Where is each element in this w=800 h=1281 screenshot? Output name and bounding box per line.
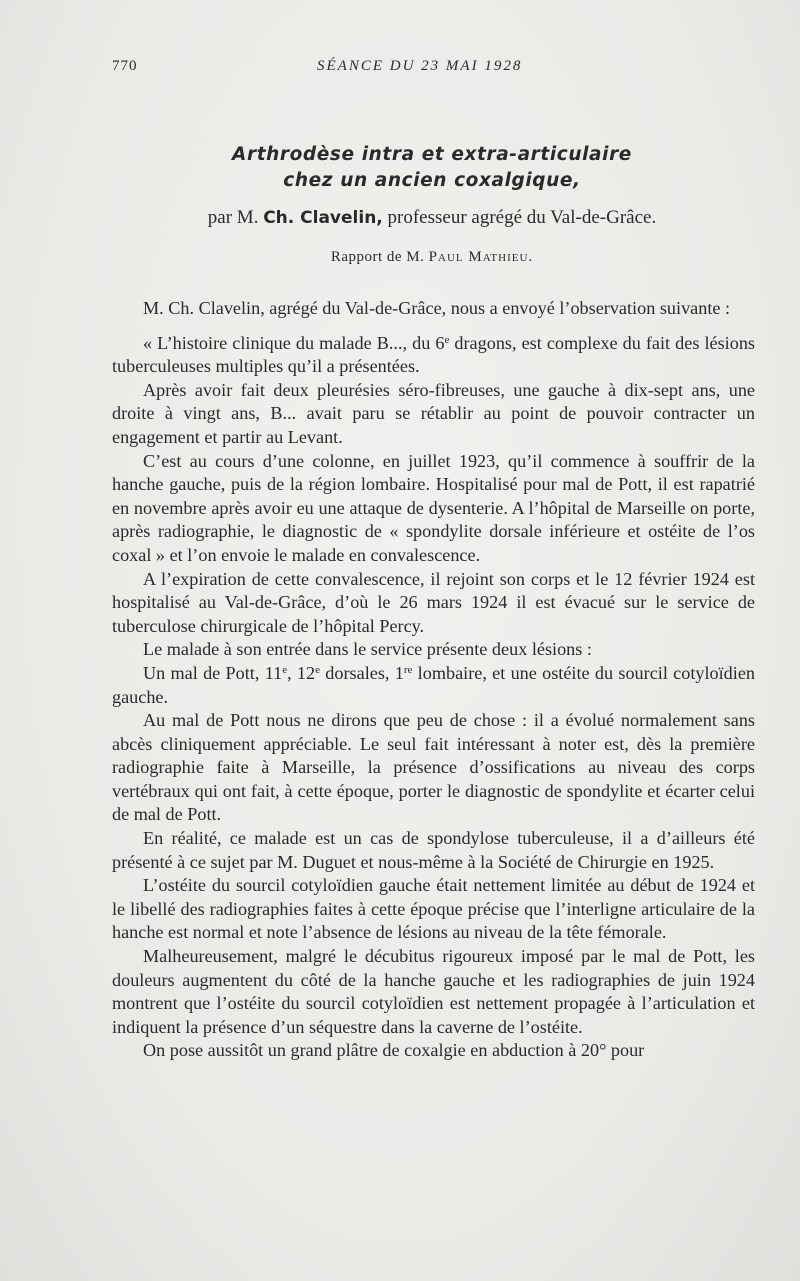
paragraph: Le malade à son entrée dans le service présente deux lésions :	[143, 639, 592, 660]
report-line	[112, 249, 752, 266]
paragraph: Au mal de Pott nous ne dirons que peu de chose : il a évolué normalement sans abcès cliniquement appréciable. Le seul fait intéressant à noter est, dès la première radiographie faite à Marseille, la présence d’ossifications au niveau des corps vertébraux qui ont fait, à cette époque, porter le diagnostic de spondylite et écarter celui de mal de Pott.	[112, 710, 755, 825]
ordinal-suffix: e	[315, 663, 321, 676]
article-title	[112, 142, 752, 194]
paragraph: « L’histoire clinique du malade B..., du 6e dragons, est complexe du fait des lésions tuberculeuses multiples qu’il a présentées.	[112, 332, 755, 377]
paragraph: On pose aussitôt un grand plâtre de coxalgie en abduction à 20° pour	[143, 1040, 645, 1061]
paragraph: Malheureusement, malgré le décubitus rigoureux imposé par le mal de Pott, les douleurs augmentent du côté de la hanche gauche et les radiographies de juin 1924 montrent que l’ostéite du sourcil cotyloïdien est nettement propagée à l’articulation et indiquent la présence d’un séquestre dans la caverne de l’ostéite.	[112, 946, 755, 1037]
article-title-line-1: Arthrodèse intra et extra-articulaire	[232, 144, 632, 165]
paragraph: L’ostéite du sourcil cotyloïdien gauche était nettement limitée au début de 1924 et le libellé des radiographies faites à cette époque précise que l’interligne articulaire de la hanche est normal et note l’absence de lésions au niveau de la tête fémorale.	[112, 875, 755, 943]
paragraph: C’est au cours d’une colonne, en juillet 1923, qu’il commence à souffrir de la hanche gauche, puis de la région lombaire. Hospitalisé pour mal de Pott, il est rapatrié en novembre après avoir eu une attaque de dysenterie. A l’hôpital de Marseille on porte, après radiographie, le diagnostic de « spondylite dorsale inférieure et ostéite de l’os coxal » et l’on envoie le malade en convalescence.	[112, 450, 755, 565]
reporter-name: Paul Mathieu.	[428, 249, 534, 265]
paragraph: En réalité, ce malade est un cas de spondylose tuberculeuse, il a d’ailleurs été présenté à ce sujet par M. Duguet et nous-même à la Société de Chirurgie en 1925.	[112, 828, 755, 872]
paragraph: A l’expiration de cette convalescence, il rejoint son corps et le 12 février 1924 est hospitalisé au Val-de-Grâce, d’où le 26 mars 1924 il est évacué sur le service de tuberculose chirurgicale de l’hôpital Percy.	[112, 568, 755, 636]
paragraph: Un mal de Pott, 11e, 12e dorsales, 1re lombaire, et une ostéite du sourcil cotyloïdien gauche.	[112, 662, 755, 707]
author-line	[112, 207, 752, 229]
ordinal-suffix: e	[444, 333, 450, 346]
ordinal-suffix: re	[403, 663, 413, 676]
author-affiliation: professeur agrégé du Val-de-Grâce.	[387, 207, 657, 228]
running-head	[112, 58, 752, 82]
article-body	[112, 297, 755, 1063]
running-title: SÉANCE DU 23 MAI 1928	[317, 58, 523, 74]
paragraph-intro: M. Ch. Clavelin, agrégé du Val-de-Grâce, nous a envoyé l’observation suivante :	[143, 298, 731, 318]
author-name: Ch. Clavelin,	[263, 208, 383, 228]
article-title-line-2: chez un ancien coxalgique,	[283, 170, 581, 191]
author-prefix: par M.	[207, 207, 259, 228]
paragraph: Après avoir fait deux pleurésies séro-fibreuses, une gauche à dix-sept ans, une droite à vingt ans, B... avait paru se rétablir au point de pouvoir contracter un engagement et partir au Levant.	[112, 379, 755, 447]
ordinal-suffix: e	[282, 663, 288, 676]
page-number: 770	[112, 58, 138, 74]
report-prefix: Rapport de M.	[330, 249, 425, 265]
